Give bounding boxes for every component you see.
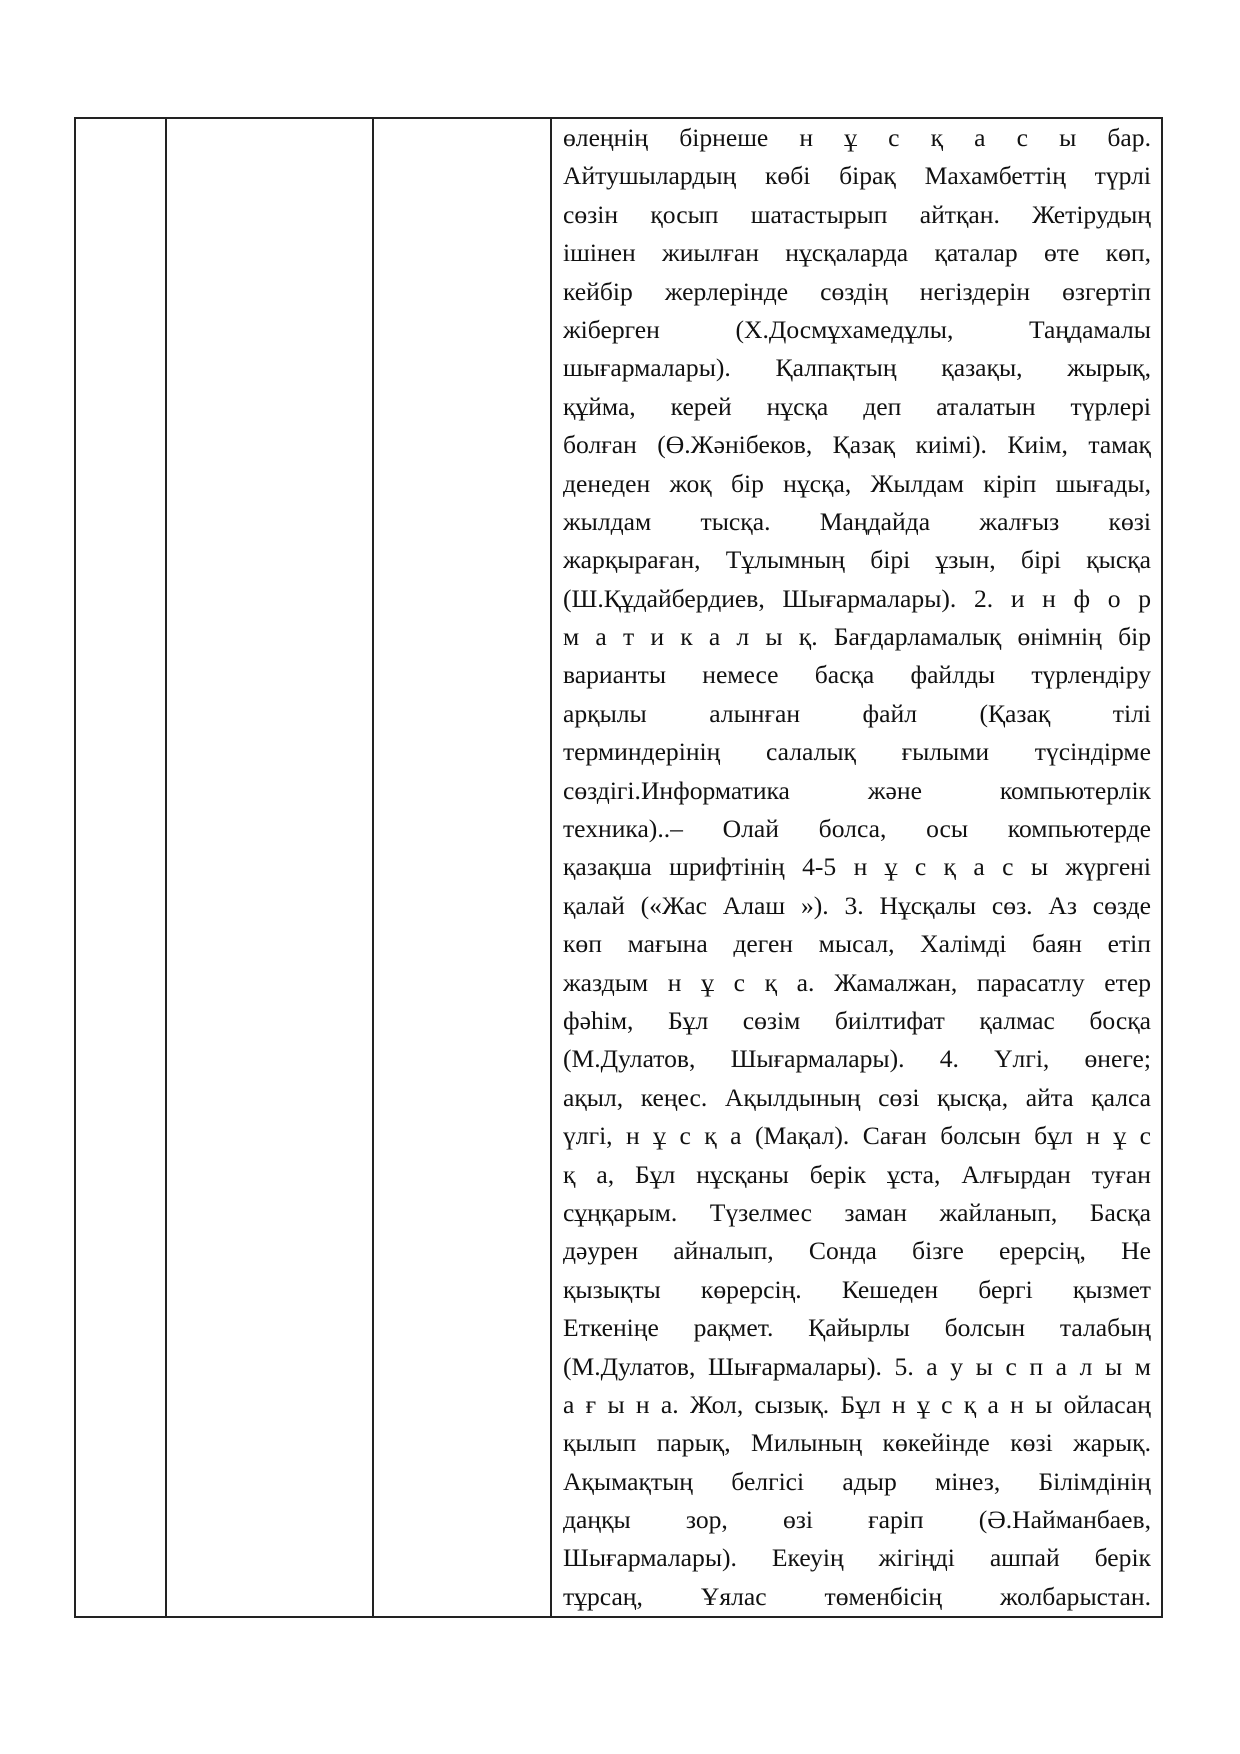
table-cell-empty-3 [373, 118, 551, 1617]
text-line: көп мағына деген мысал, Халімді баян етіп [563, 929, 1151, 959]
table-cell-definition [551, 118, 1162, 1617]
text-line: ақыл, кеңес. Ақылдының сөзі қысқа, айта қалса [563, 1082, 1151, 1112]
text-line: а ғ ы н а. Жол, сызық. Бұл н ұ с қ а н ы ойласаң [563, 1389, 1151, 1419]
text-line: терминдерінің салалық ғылыми түсіндірме [563, 737, 1151, 767]
text-line: қазақша шрифтінің 4-5 н ұ с қ а с ы жүргені [563, 852, 1151, 882]
text-line: қылып парық, Милының көкейінде көзі жарық. [563, 1428, 1151, 1458]
text-line: Шығармалары). Екеуің жігіңді ашпай берік [563, 1543, 1151, 1573]
text-line: қалай («Жас Алаш »). 3. Нұсқалы сөз. Аз сөзде [563, 890, 1151, 920]
text-line: арқылы алынған файл (Қазақ тілі [563, 698, 1151, 728]
text-line: сөзін қосып шатастырып айтқан. Жетірудың [563, 199, 1151, 229]
text-line: техника)..– Олай болса, осы компьютерде [563, 814, 1151, 844]
table-cell-empty-2 [166, 118, 373, 1617]
text-line: жаздым н ұ с қ а. Жамалжан, парасатлу етер [563, 967, 1151, 997]
dictionary-table [74, 117, 1163, 1618]
text-line: жіберген (Х.Досмұхамедұлы, Таңдамалы [563, 314, 1151, 344]
text-line: Ақымақтың белгісі адыр мінез, Білімдінің [563, 1466, 1151, 1496]
text-line: тұрсаң, Ұялас төменбісің жолбарыстан. [563, 1581, 1151, 1611]
text-line: кейбір жерлерінде сөздің негіздерін өзгертіп [563, 276, 1151, 306]
definition-text [563, 119, 1151, 1616]
table-cell-empty-1 [75, 118, 166, 1617]
text-line: (М.Дулатов, Шығармалары). 5. а у ы с п а л ы м [563, 1351, 1151, 1381]
text-line: (М.Дулатов, Шығармалары). 4. Үлгі, өнеге; [563, 1044, 1151, 1074]
text-line: жылдам тысқа. Маңдайда жалғыз көзі [563, 506, 1151, 536]
text-line: болған (Ө.Жәнібеков, Қазақ киімі). Киім, тамақ [563, 430, 1151, 460]
text-line: өлеңнің бірнеше н ұ с қ а с ы бар. [563, 123, 1151, 152]
text-line: варианты немесе басқа файлды түрлендіру [563, 660, 1151, 690]
text-line: денеден жоқ бір нұсқа, Жылдам кіріп шығады, [563, 468, 1151, 498]
text-line: даңқы зор, өзі ғаріп (Ә.Найманбаев, [563, 1505, 1151, 1535]
text-line: фәһім, Бұл сөзім биілтифат қалмас босқа [563, 1005, 1151, 1035]
text-line: (Ш.Құдайбердиев, Шығармалары). 2. и н ф о р [563, 583, 1151, 613]
text-line: үлгі, н ұ с қ а (Мақал). Саған болсын бұл н ұ с [563, 1121, 1151, 1151]
text-line: шығармалары). Қалпақтың қазақы, жырық, [563, 353, 1151, 383]
text-line: Айтушылардың көбі бірақ Махамбеттің түрлі [563, 161, 1151, 191]
table-row [75, 118, 1162, 1617]
text-line: қызықты көрерсің. Кешеден бергі қызмет [563, 1274, 1151, 1304]
text-line: м а т и к а л ы қ. Бағдарламалық өнімнің бір [563, 622, 1151, 652]
text-line: қ а, Бұл нұсқаны берік ұста, Алғырдан туған [563, 1159, 1151, 1189]
text-line: сұңқарым. Түзелмес заман жайланып, Басқа [563, 1197, 1151, 1227]
text-line: жарқыраған, Тұлымның бірі ұзын, бірі қысқа [563, 545, 1151, 575]
text-line: құйма, керей нұсқа деп аталатын түрлері [563, 391, 1151, 421]
text-line: ішінен жиылған нұсқаларда қаталар өте көп, [563, 238, 1151, 268]
text-line: сөздігі.Информатика және компьютерлік [563, 775, 1151, 805]
text-line: Еткеніңе рақмет. Қайырлы болсын талабың [563, 1313, 1151, 1343]
text-line: дәурен айналып, Сонда бізге ерерсің, Не [563, 1236, 1151, 1266]
